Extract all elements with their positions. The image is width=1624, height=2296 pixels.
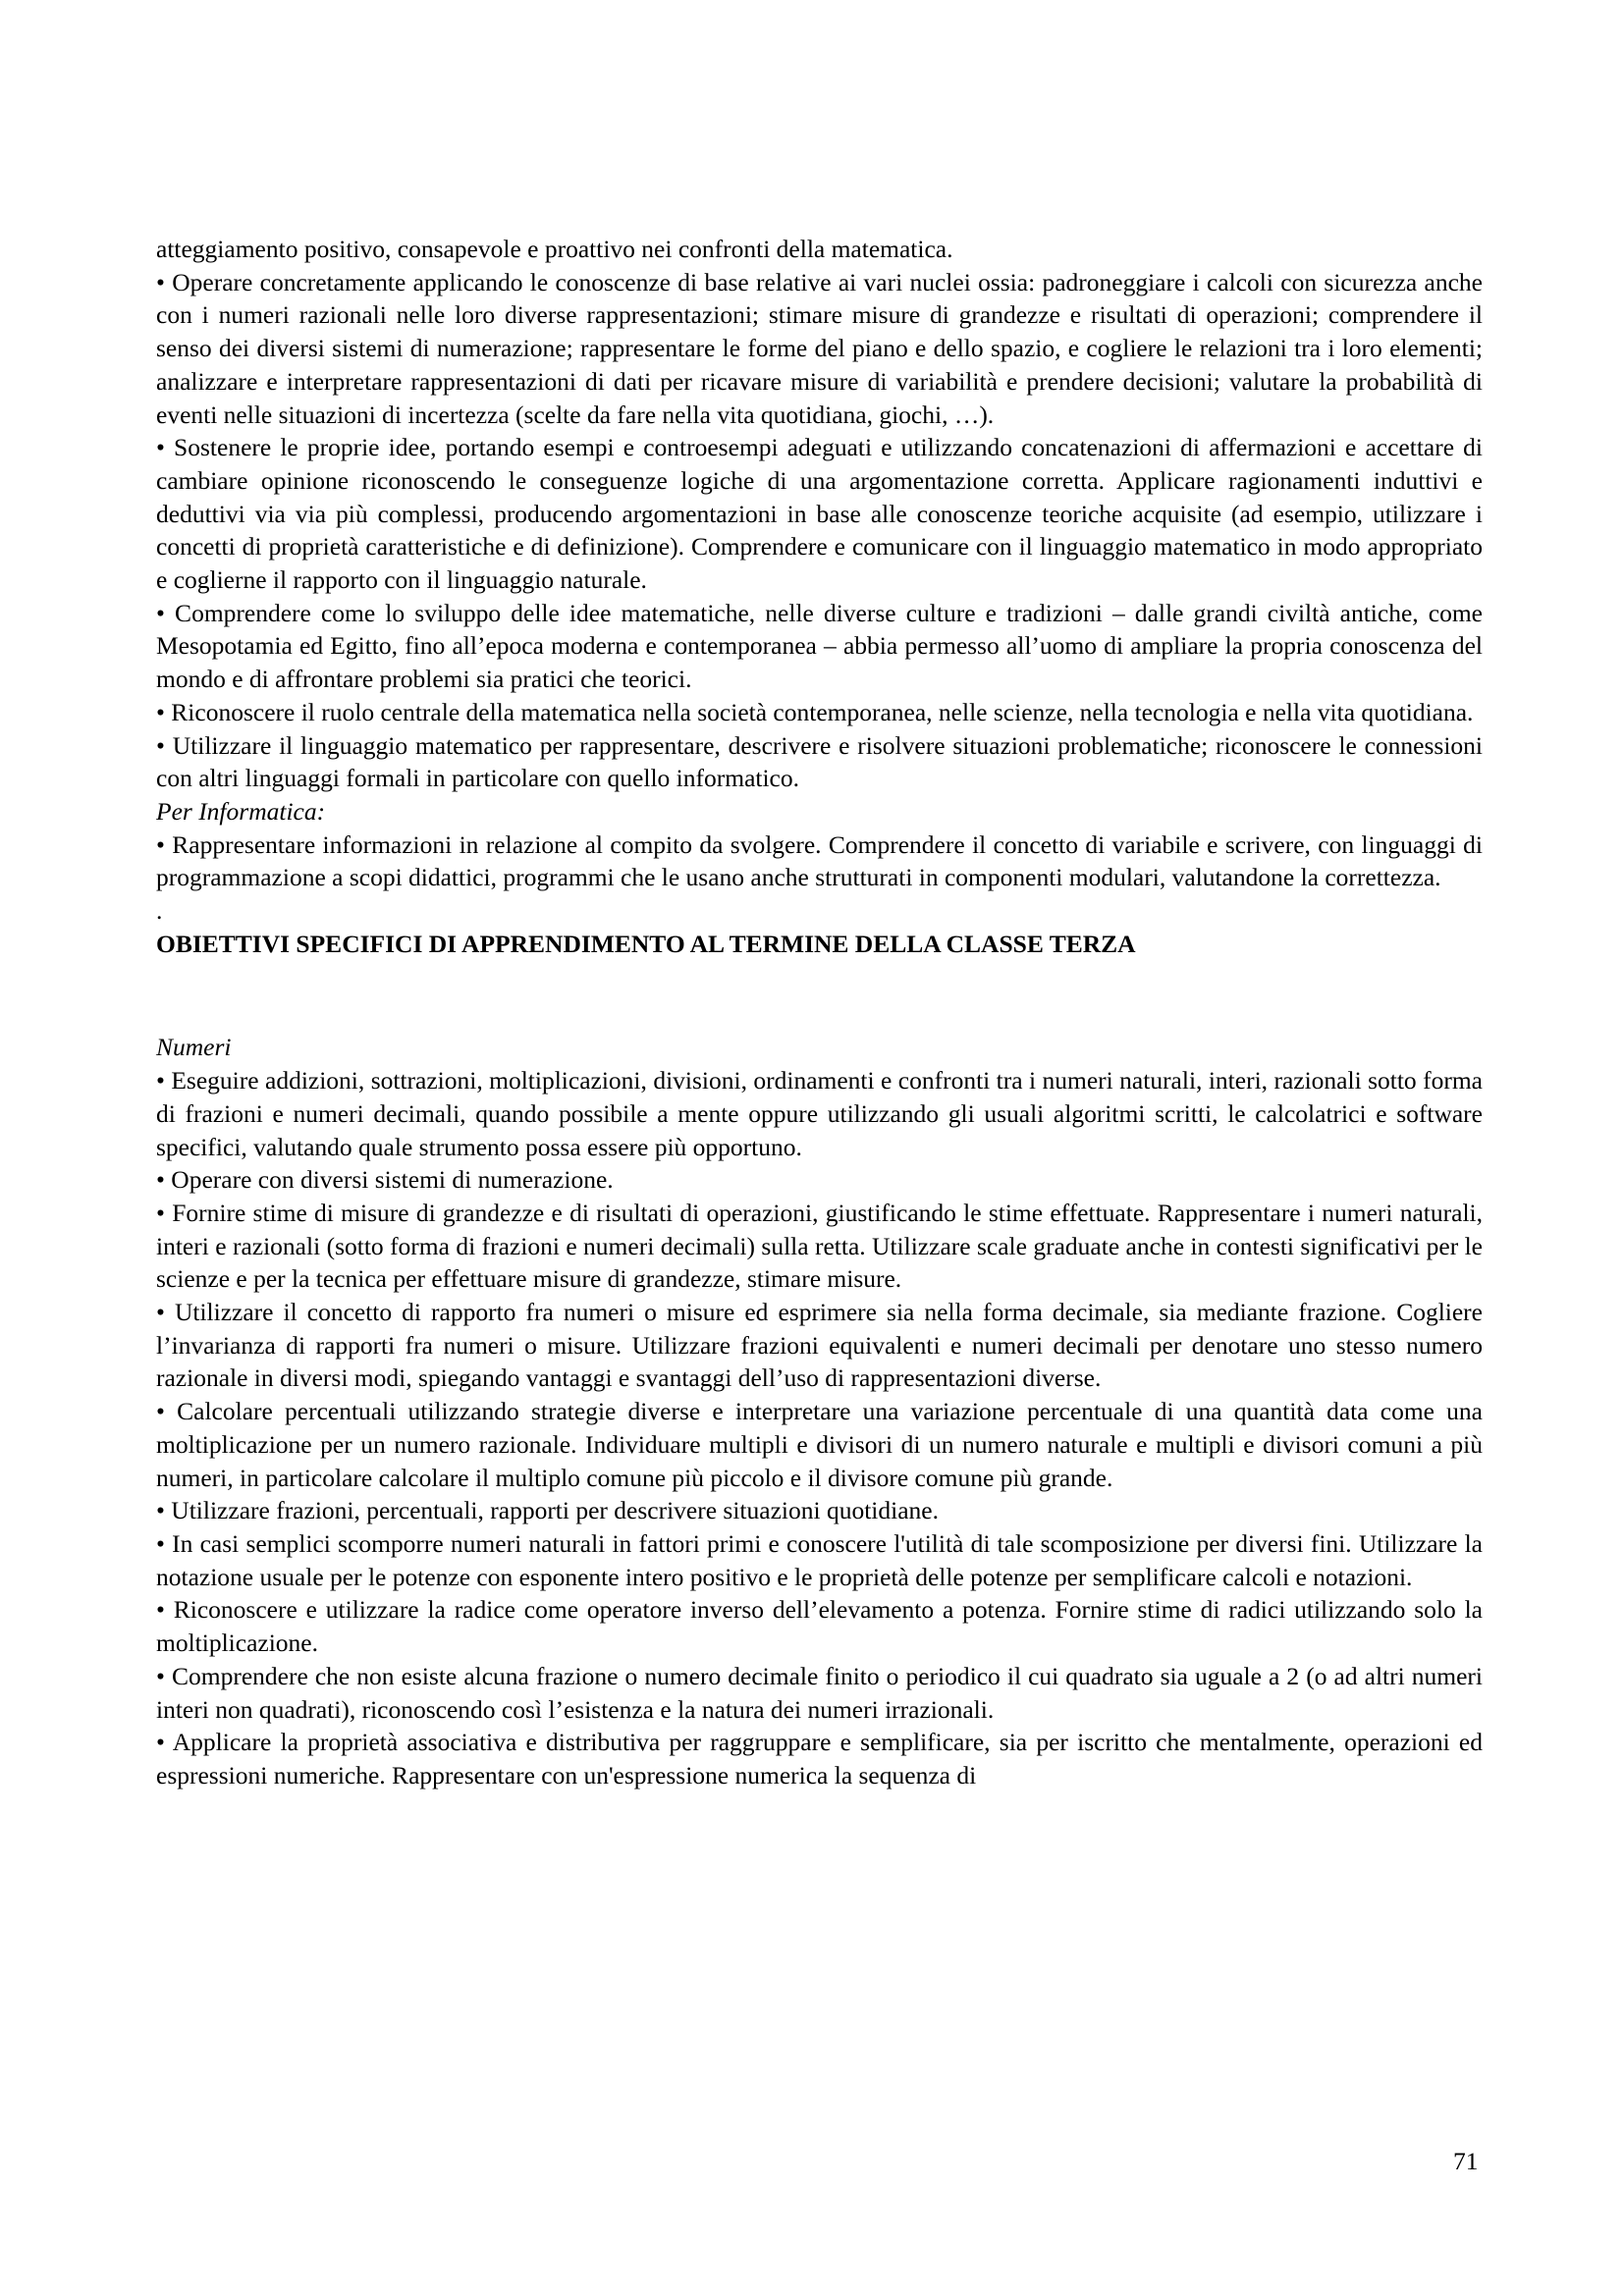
stray-dot: . xyxy=(156,896,163,926)
bullet-irrazionali: • Comprendere che non esiste alcuna frazione o numero decimale finito o periodico il cui quadrato sia uguale a 2 (o ad altri numeri interi non quadrati), riconoscendo così l’esistenza e la natura dei numeri irrazionali. xyxy=(156,1661,1483,1724)
section-heading: OBIETTIVI SPECIFICI DI APPRENDIMENTO AL TERMINE DELLA CLASSE TERZA xyxy=(156,929,1136,958)
bullet-radice: • Riconoscere e utilizzare la radice come operatore inverso dell’elevamento a potenza. Fornire stime di radici utilizzando solo la moltiplicazione. xyxy=(156,1595,1483,1658)
bullet-operare: • Operare concretamente applicando le conoscenze di base relative ai vari nuclei ossia: padroneggiare i calcoli con sicurezza anche con i numeri razionali nelle loro diverse rappresentazioni; stimare misure di grandezze e risultati di operazioni; comprendere il senso dei diversi sistemi di numerazione; rappresentare le forme del piano e dello spazio, e cogliere le relazioni tra i loro elementi; analizzare e interpretare rappresentazioni di dati per ricavare misure di variabilità e prendere decisioni; valutare la probabilità di eventi nelle situazioni di incertezza (scelte da fare nella vita quotidiana, giochi, …). xyxy=(156,267,1483,429)
bullet-utilizzare-linguaggio: • Utilizzare il linguaggio matematico per rappresentare, descrivere e risolvere situazioni problematiche; riconoscere le connessioni con altri linguaggi formali in particolare con quello informatico. xyxy=(156,730,1483,793)
bullet-comprendere-sviluppo: • Comprendere come lo sviluppo delle idee matematiche, nelle diverse culture e tradizioni – dalle grandi civiltà antiche, come Mesopotamia ed Egitto, fino all’epoca moderna e contemporanea – abbia permesso all’uomo di ampliare la propria conoscenza del mondo e di affrontare problemi sia pratici che teorici. xyxy=(156,598,1483,694)
bullet-percentuali: • Calcolare percentuali utilizzando strategie diverse e interpretare una variazione percentuale di una quantità data come una moltiplicazione per un numero razionale. Individuare multipli e divisori di un numero naturale e multipli e divisori comuni a più numeri, in particolare calcolare il multiplo comune più piccolo e il divisore comune più grande. xyxy=(156,1397,1483,1492)
spacer xyxy=(156,960,1483,1031)
document-page xyxy=(156,233,1483,1792)
bullet-fornire-stime: • Fornire stime di misure di grandezze e di risultati di operazioni, giustificando le stime effettuate. Rappresentare i numeri naturali, interi e razionali (sotto forma di frazioni e numeri decimali) sulla retta. Utilizzare scale graduate anche in contesti significativi per le scienze e per la tecnica per effettuare misure di grandezze, stimare misure. xyxy=(156,1198,1483,1294)
bullet-eseguire: • Eseguire addizioni, sottrazioni, moltiplicazioni, divisioni, ordinamenti e confronti tra i numeri naturali, interi, razionali sotto forma di frazioni e numeri decimali, quando possibile a mente oppure utilizzando gli usuali algoritmi scritti, le calcolatrici e software specifici, valutando quale strumento possa essere più opportuno. xyxy=(156,1066,1483,1161)
bullet-riconoscere-ruolo: • Riconoscere il ruolo centrale della matematica nella società contemporanea, nelle scienze, nella tecnologia e nella vita quotidiana. xyxy=(156,697,1474,726)
bullet-operare-sistemi: • Operare con diversi sistemi di numerazione. xyxy=(156,1165,614,1195)
numeri-label: Numeri xyxy=(156,1033,232,1062)
bullet-frazioni-quotidiane: • Utilizzare frazioni, percentuali, rapporti per descrivere situazioni quotidiane. xyxy=(156,1496,939,1525)
bullet-proprieta: • Applicare la proprietà associativa e distributiva per raggruppare e semplificare, sia per iscritto che mentalmente, operazioni ed espressioni numeriche. Rappresentare con un'espressione numerica la sequenza di xyxy=(156,1728,1483,1789)
page-number: 71 xyxy=(1453,2147,1479,2175)
bullet-scomporre: • In casi semplici scomporre numeri naturali in fattori primi e conoscere l'utilità di tale scomposizione per diversi fini. Utilizzare la notazione usuale per le potenze con esponente intero positivo e le proprietà delle potenze per semplificare calcoli e notazioni. xyxy=(156,1529,1483,1591)
bullet-sostenere: • Sostenere le proprie idee, portando esempi e controesempi adeguati e utilizzando concatenazioni di affermazioni e accettare di cambiare opinione riconoscendo le conseguenze logiche di una argomentazione corretta. Applicare ragionamenti induttivi e deduttivi via via più complessi, producendo argomentazioni in base alle conoscenze teoriche acquisite (ad esempio, utilizzare i concetti di proprietà caratteristiche e di definizione). Comprendere e comunicare con il linguaggio matematico in modo appropriato e coglierne il rapporto con il linguaggio naturale. xyxy=(156,433,1483,595)
informatica-label: Per Informatica: xyxy=(156,796,326,826)
bullet-rapporto: • Utilizzare il concetto di rapporto fra numeri o misure ed esprimere sia nella forma decimale, sia mediante frazione. Cogliere l’invarianza di rapporti fra numeri o misure. Utilizzare frazioni equivalenti e numeri decimali per denotare uno stesso numero razionale in diversi modi, spiegando vantaggi e svantaggi dell’uso di rappresentazioni diverse. xyxy=(156,1298,1483,1393)
bullet-informatica: • Rappresentare informazioni in relazione al compito da svolgere. Comprendere il concetto di variabile e scrivere, con linguaggi di programmazione a scopi didattici, programmi che le usano anche strutturati in componenti modulari, valutandone la correttezza. xyxy=(156,829,1483,892)
paragraph-attitude: atteggiamento positivo, consapevole e proattivo nei confronti della matematica. xyxy=(156,235,953,263)
